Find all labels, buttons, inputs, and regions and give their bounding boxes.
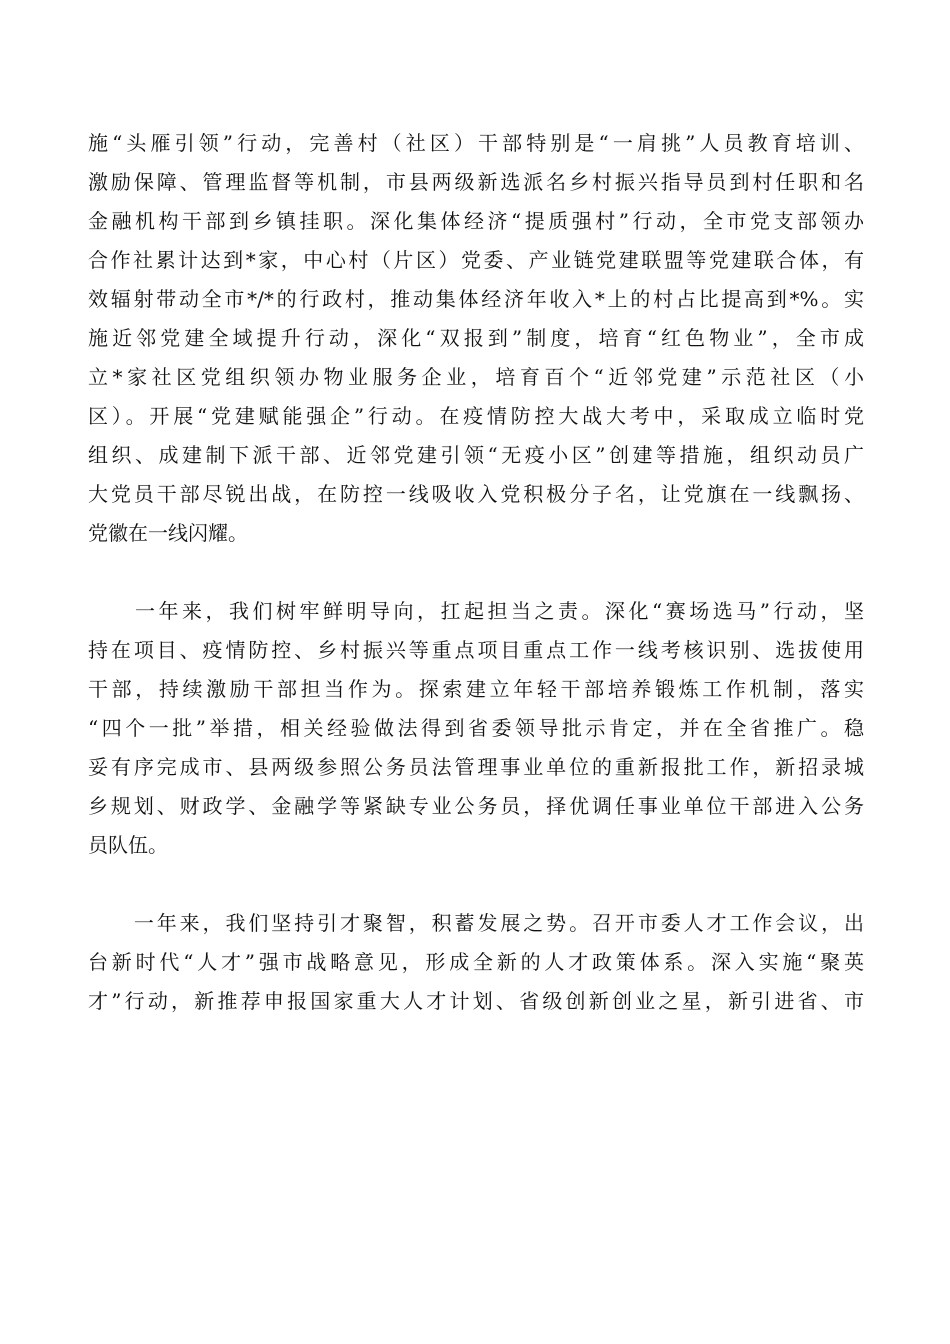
text-line: 效辐射带动全市*/*的行政村，推动集体经济年收入*上的村占比提高到*%。实 (88, 287, 864, 311)
paragraph-spacer (88, 553, 864, 592)
text-line: 组织、成建制下派干部、近邻党建引领“无疫小区”创建等措施，组织动员广 (88, 443, 864, 467)
text-line: 党徽在一线闪耀。 (88, 521, 248, 545)
text-line: 激励保障、管理监督等机制，市县两级新选派名乡村振兴指导员到村任职和名 (88, 170, 864, 194)
document-body (88, 124, 864, 1021)
paragraph-1 (88, 124, 864, 553)
paragraph-2 (88, 592, 864, 865)
paragraph-spacer (88, 865, 864, 904)
text-line: 大党员干部尽锐出战，在防控一线吸收入党积极分子名，让党旗在一线飘扬、 (88, 482, 864, 506)
text-line: 合作社累计达到*家，中心村（片区）党委、产业链党建联盟等党建联合体，有 (88, 248, 864, 272)
paragraph-3 (88, 904, 864, 1021)
text-line: 员队伍。 (88, 833, 168, 857)
text-line: 施近邻党建全域提升行动，深化“双报到”制度，培育“红色物业”，全市成 (88, 326, 864, 350)
text-line: 一年来，我们坚持引才聚智，积蓄发展之势。召开市委人才工作会议，出 (88, 911, 864, 935)
text-line: “四个一批”举措，相关经验做法得到省委领导批示肯定，并在全省推广。稳 (88, 716, 864, 740)
text-line: 金融机构干部到乡镇挂职。深化集体经济“提质强村”行动，全市党支部领办 (88, 209, 864, 233)
text-line: 施“头雁引领”行动，完善村（社区）干部特别是“一肩挑”人员教育培训、 (88, 131, 864, 155)
text-line: 区）。开展“党建赋能强企”行动。在疫情防控大战大考中，采取成立临时党 (88, 404, 864, 428)
text-line: 台新时代“人才”强市战略意见，形成全新的人才政策体系。深入实施“聚英 (88, 950, 864, 974)
text-line: 立*家社区党组织领办物业服务企业，培育百个“近邻党建”示范社区（小 (88, 365, 864, 389)
text-line: 干部，持续激励干部担当作为。探索建立年轻干部培养锻炼工作机制，落实 (88, 677, 864, 701)
text-line: 妥有序完成市、县两级参照公务员法管理事业单位的重新报批工作，新招录城 (88, 755, 864, 779)
text-line: 持在项目、疫情防控、乡村振兴等重点项目重点工作一线考核识别、选拔使用 (88, 638, 864, 662)
text-line: 乡规划、财政学、金融学等紧缺专业公务员，择优调任事业单位干部进入公务 (88, 794, 864, 818)
text-line: 一年来，我们树牢鲜明导向，扛起担当之责。深化“赛场选马”行动，坚 (88, 599, 864, 623)
text-line: 才”行动，新推荐申报国家重大人才计划、省级创新创业之星，新引进省、市 (88, 989, 864, 1013)
